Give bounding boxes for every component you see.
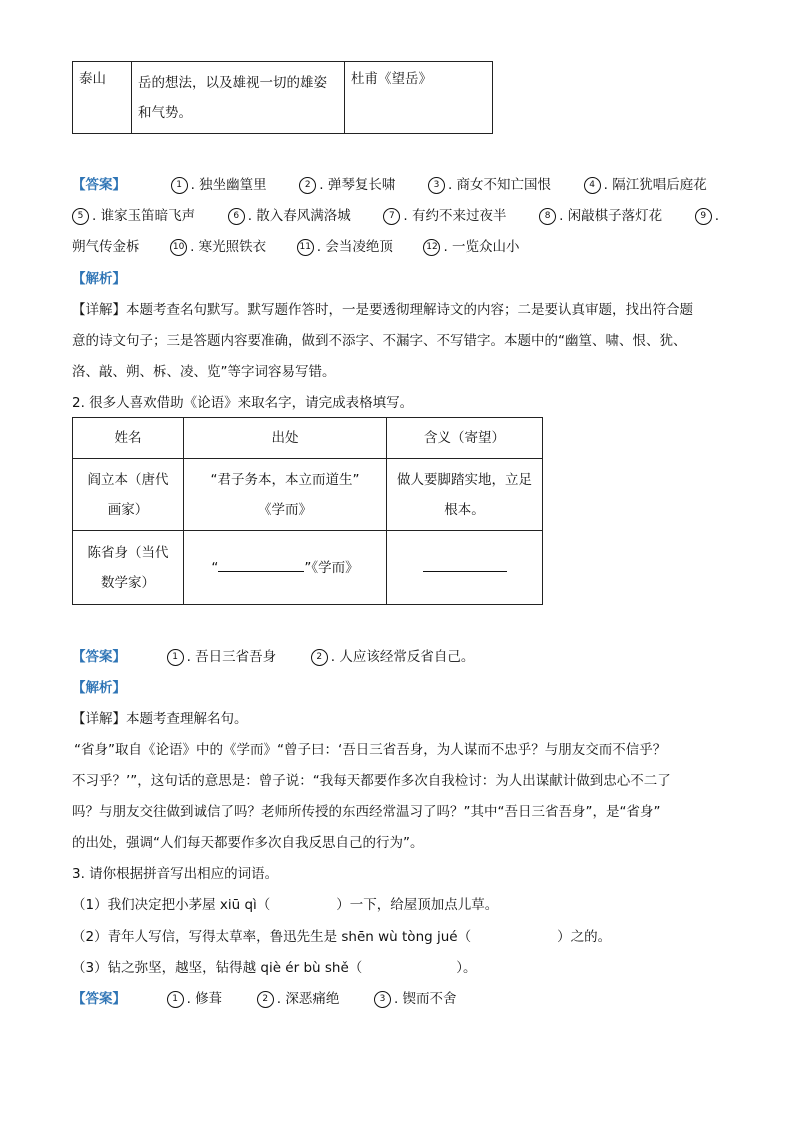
answer-item: . 散入春风满洛城 xyxy=(247,208,351,224)
circle-number: 10 xyxy=(170,239,187,256)
table-cell xyxy=(387,459,543,531)
answer-label: 【答案】 xyxy=(72,991,126,1007)
detail-label: 【详解】 xyxy=(72,711,126,727)
circle-number: 2 xyxy=(311,649,328,666)
q2-para-line2: 不习乎？’”，这句话的意思是：曾子说：“我每天都要作多次自我检讨：为人出谋献计做到忠心不二了 xyxy=(72,773,671,789)
answer-item: . 修葺 xyxy=(186,991,223,1007)
quote-open: “ xyxy=(211,559,219,576)
name-origin-table xyxy=(72,417,543,605)
cell-line: 做人要脚踏实地，立足 xyxy=(397,471,532,488)
q2-answer-line xyxy=(72,645,474,666)
q2-para-line1: “省身”取自《论语》中的《学而》“曾子曰：‘吾日三省吾身，为人谋而不忠乎？与朋友交而不信乎？ xyxy=(74,742,667,758)
answer-item: . 锲而不舍 xyxy=(393,991,457,1007)
table-cell xyxy=(73,459,184,531)
circle-number: 11 xyxy=(297,239,314,256)
table-cell-source: 杜甫《望岳》 xyxy=(345,62,493,134)
q1-detail-line3: 洛、敲、朔、柝、凌、览”等字词容易写错。 xyxy=(72,364,336,380)
item-text: （1）我们决定把小茅屋 xiū qì（ xyxy=(72,897,271,913)
table-cell xyxy=(73,531,184,605)
circle-number: 12 xyxy=(423,239,440,256)
circle-number: 1 xyxy=(167,649,184,666)
answer-label: 【答案】 xyxy=(72,177,126,193)
q3-item-3 xyxy=(72,956,477,976)
analysis-label: 【解析】 xyxy=(72,271,126,287)
q3-answer-line xyxy=(72,987,457,1008)
circle-number: 2 xyxy=(257,991,274,1008)
q3-item-2 xyxy=(72,925,611,945)
circle-number: 3 xyxy=(374,991,391,1008)
answer-item: . 有约不来过夜半 xyxy=(403,208,507,224)
q1-answer-line1 xyxy=(72,173,707,194)
answer-item: . 会当凌绝顶 xyxy=(316,239,393,255)
analysis-label: 【解析】 xyxy=(72,680,126,696)
answer-item: . 人应该经常反省自己。 xyxy=(330,649,475,665)
q2-para-line4: 的出处，强调“人们每天都要作多次自我反思自己的行为”。 xyxy=(72,835,424,851)
answer-item: . 商女不知亡国恨 xyxy=(447,177,552,193)
table-header: 姓名 xyxy=(73,418,184,459)
circle-number: 3 xyxy=(428,177,445,194)
table-cell xyxy=(387,531,543,605)
answer-item: . 寒光照铁衣 xyxy=(190,239,267,255)
cell-line: 根本。 xyxy=(444,501,485,518)
fill-blank[interactable] xyxy=(423,557,507,572)
q1-answer-line3 xyxy=(72,235,520,256)
q3-question: 3. 请你根据拼音写出相应的词语。 xyxy=(72,866,279,882)
q3-item-1 xyxy=(72,893,498,913)
answer-item: . 独坐幽篁里 xyxy=(190,177,267,193)
answer-item: . 弹琴复长啸 xyxy=(319,177,396,193)
item-text: （2）青年人写信，写得太草率，鲁迅先生是 shēn wù tòng jué（ xyxy=(72,929,472,945)
circle-number: 9 xyxy=(695,208,712,225)
circle-number: 7 xyxy=(383,208,400,225)
item-text: ）之的。 xyxy=(557,929,612,945)
q1-detail-line2: 意的诗文句子；三是答题内容要准确，做到不添字、不漏字、不写错字。本题中的“幽篁、啸、恨、犹、 xyxy=(72,333,687,349)
item-text: ）。 xyxy=(456,960,477,976)
q1-answer-line2 xyxy=(72,204,719,225)
cell-line: 阎立本（唐代 xyxy=(87,471,169,488)
item-text: （3）钻之弥坚，越坚，钻得越 qiè ér bù shě（ xyxy=(72,960,363,976)
detail-label: 【详解】 xyxy=(72,302,126,318)
answer-item: . 深恶痛绝 xyxy=(276,991,340,1007)
poem-table-continued xyxy=(72,61,493,134)
table-cell xyxy=(184,459,387,531)
cell-line: 陈省身（当代 xyxy=(87,544,169,561)
circle-number: 8 xyxy=(539,208,556,225)
answer-item: . 吾日三省吾身 xyxy=(186,649,277,665)
cell-line: 数学家） xyxy=(101,574,155,591)
item-text: ）一下，给屋顶加点儿草。 xyxy=(336,897,499,913)
cell-line: 《学而》 xyxy=(258,501,312,518)
fill-blank[interactable] xyxy=(218,557,304,572)
answer-item: . 一览众山小 xyxy=(443,239,520,255)
q2-detail xyxy=(72,707,248,727)
answer-label: 【答案】 xyxy=(72,649,126,665)
q2-question: 2. 很多人喜欢借助《论语》来取名字，请完成表格填写。 xyxy=(72,395,414,411)
answer-item: . 谁家玉笛暗飞声 xyxy=(92,208,196,224)
desc-line: 和气势。 xyxy=(138,105,192,121)
detail-text: 本题考查名句默写。默写题作答时，一是要透彻理解诗文的内容；二是要认真审题，找出符合题 xyxy=(126,302,693,318)
cell-line: 画家） xyxy=(107,501,149,518)
q1-detail-line1 xyxy=(72,298,693,318)
circle-number: 6 xyxy=(228,208,245,225)
cell-line: “君子务本，本立而道生” xyxy=(210,471,360,488)
circle-number: 1 xyxy=(171,177,188,194)
circle-number: 1 xyxy=(167,991,184,1008)
table-cell xyxy=(184,531,387,605)
quote-close: ”《学而》 xyxy=(304,559,359,576)
circle-number: 4 xyxy=(584,177,601,194)
table-cell-desc xyxy=(132,62,345,134)
table-header: 含义（寄望） xyxy=(387,418,543,459)
table-header: 出处 xyxy=(184,418,387,459)
circle-number: 5 xyxy=(72,208,89,225)
desc-line: 岳的想法，以及雄视一切的雄姿 xyxy=(138,75,327,91)
detail-text: 本题考查理解名句。 xyxy=(126,711,248,727)
answer-item: . 闲敲棋子落灯花 xyxy=(559,208,663,224)
circle-number: 2 xyxy=(299,177,316,194)
answer-item: 朔气传金柝 xyxy=(72,239,140,255)
table-cell-mountain: 泰山 xyxy=(73,62,132,134)
answer-item: . 隔江犹唱后庭花 xyxy=(603,177,707,193)
answer-item: . xyxy=(714,208,720,224)
q2-para-line3: 吗？与朋友交往做到诚信了吗？老师所传授的东西经常温习了吗？”其中“吾日三省吾身”，是“省身” xyxy=(72,804,661,820)
